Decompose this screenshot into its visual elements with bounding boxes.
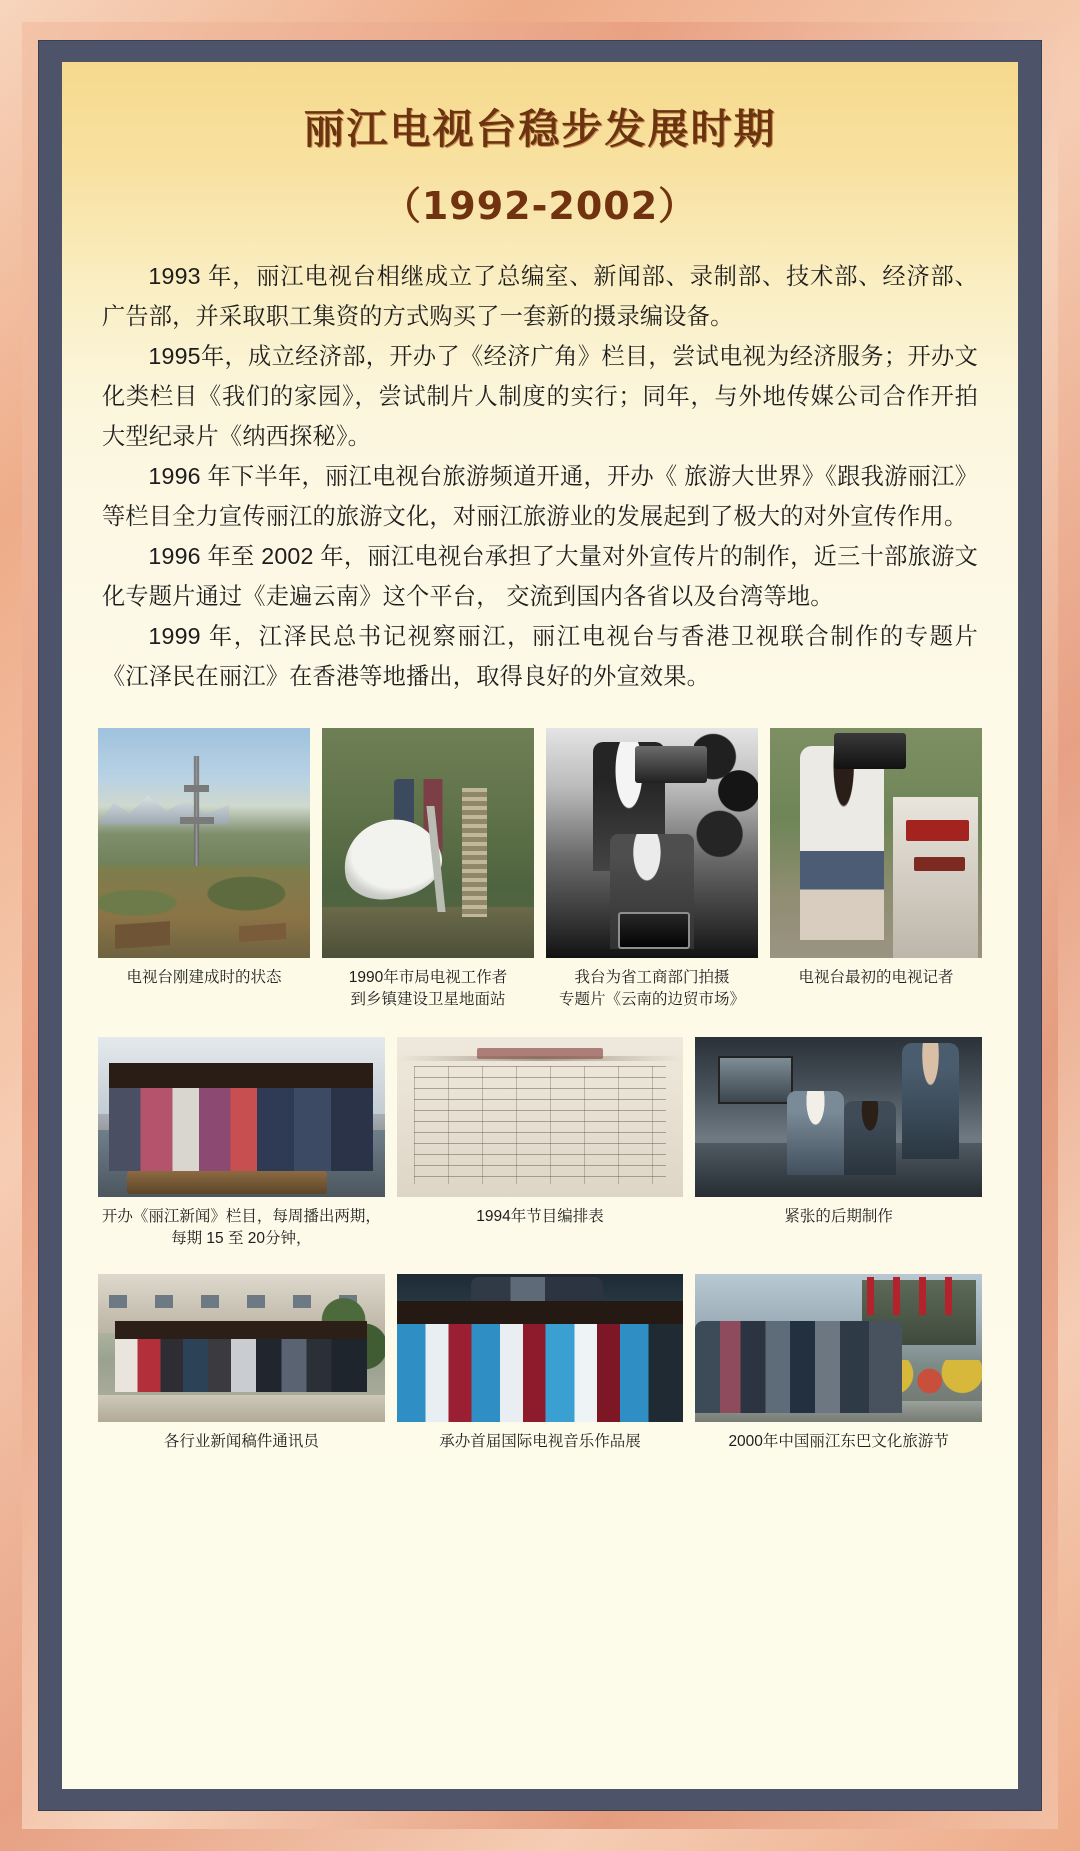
photo-cell-dongba-festival: [695, 1274, 982, 1453]
reporter-shape: [800, 746, 885, 939]
column-lines-shape: [414, 1066, 666, 1184]
group-heads-shape: [115, 1321, 367, 1339]
coffee-table-shape: [127, 1171, 328, 1193]
post-production-photo: [695, 1037, 982, 1197]
paragraph-1996-h2: 1996 年下半年，丽江电视台旅游频道开通，开办《 旅游大世界》《跟我游丽江》等栏目全力宣传丽江的旅游文化，对丽江旅游业的发展起到了极大的对外宣传作用。: [102, 463, 978, 529]
lijiang-news-interview-photo: [98, 1037, 385, 1197]
photo-cell-correspondents: [98, 1274, 385, 1453]
tv-tower-photo: [98, 728, 310, 958]
camera-on-shoulder-shape: [834, 733, 906, 770]
satellite-dish-photo: [322, 728, 534, 958]
page-title: 丽江电视台稳步发展时期: [303, 105, 777, 153]
crowd-shape: [695, 1321, 901, 1413]
photo-cell-tv-tower: [98, 728, 310, 989]
body-copy: [102, 256, 978, 696]
photo-caption: 我台为省工商部门拍摄 专题片《云南的边贸市场》: [558, 969, 745, 1008]
paragraph-1999: 1999 年，江泽民总书记视察丽江，丽江电视台与香港卫视联合制作的专题片《江泽民在丽江》在香港等地播出，取得良好的外宣效果。: [102, 623, 978, 689]
photo-caption: 2000年中国丽江东巴文化旅游节: [728, 1433, 949, 1450]
photo-row-1: [98, 728, 982, 1011]
children-uniforms-shape: [397, 1310, 684, 1422]
scaffold-shape: [462, 788, 487, 917]
photo-cell-post-production: [695, 1037, 982, 1228]
ground-shape: [98, 1395, 385, 1422]
photo-caption: 各行业新闻稿件通讯员: [163, 1433, 319, 1450]
photo-caption: 1994年节目编排表: [476, 1208, 604, 1225]
photo-caption: 1990年市局电视工作者 到乡镇建设卫星地面站: [348, 969, 508, 1008]
photo-row-3: [98, 1274, 982, 1453]
editor-seated-shape: [787, 1091, 844, 1174]
red-flags-shape: [867, 1277, 964, 1315]
marker-number-shape: [914, 857, 965, 871]
photo-caption: 电视台刚建成时的状态: [126, 969, 282, 986]
photo-cell-cameraman-bw: [546, 728, 758, 1011]
correspondents-group-photo: [98, 1274, 385, 1422]
seated-row-shape: [115, 1330, 367, 1392]
title-block: [62, 62, 1018, 230]
shoulder-camera-shape: [635, 746, 707, 783]
paragraph-1996-2002: 1996 年至 2002 年，丽江电视台承担了大量对外宣传片的制作，近三十部旅游文化专题片通过《走遍云南》这个平台， 交流到国内各省以及台湾等地。: [102, 543, 978, 609]
music-works-exhibition-photo: [397, 1274, 684, 1422]
editor-standing-shape: [902, 1043, 959, 1158]
editor-seated-2-shape: [844, 1101, 896, 1175]
marker-text-china-shape: [906, 820, 970, 841]
photo-caption: 电视台最初的电视记者: [798, 969, 954, 986]
photo-cell-schedule-sheet: [397, 1037, 684, 1228]
village-roofs-shape: [98, 866, 310, 958]
first-reporter-photo: [770, 728, 982, 958]
monitor-shape: [718, 1056, 793, 1104]
photo-caption: 承办首届国际电视音乐作品展: [439, 1433, 641, 1450]
photo-caption: 开办《丽江新闻》栏目，每周播出两期， 每期 15 至 20分钟，: [101, 1208, 381, 1247]
photo-cell-first-reporter: [770, 728, 982, 989]
photo-cell-satellite-dish: [322, 728, 534, 1011]
poster-content-surface: [62, 62, 1018, 1789]
photo-cell-news-interview: [98, 1037, 385, 1250]
photo-row-2: [98, 1037, 982, 1250]
ground-shape: [322, 907, 534, 958]
page-subtitle: （1992-2002）: [382, 184, 698, 228]
recorder-deck-shape: [618, 912, 690, 949]
photo-cell-music-exhibition: [397, 1274, 684, 1453]
paper-fold-shape: [397, 1056, 684, 1061]
paragraph-1993: 1993 年，丽江电视台相继成立了总编室、新闻部、录制部、技术部、经济部、广告部，并采取职工集资的方式购买了一套新的摄录编设备。: [102, 263, 978, 329]
children-heads-shape: [397, 1301, 684, 1325]
photo-caption: 紧张的后期制作: [784, 1208, 893, 1225]
cameraman-bw-photo: [546, 728, 758, 958]
paragraph-1995: 1995年，成立经济部，开办了《经济广角》栏目，尝试电视为经济服务；开办文化类栏目《我们的家园》，尝试制片人制度的实行；同年，与外地传媒公司合作开拍大型纪录片《纳西探秘》。: [102, 343, 978, 449]
group-heads-shape: [109, 1063, 373, 1089]
1994-schedule-sheet-photo: [397, 1037, 684, 1197]
dongba-culture-festival-photo: [695, 1274, 982, 1422]
